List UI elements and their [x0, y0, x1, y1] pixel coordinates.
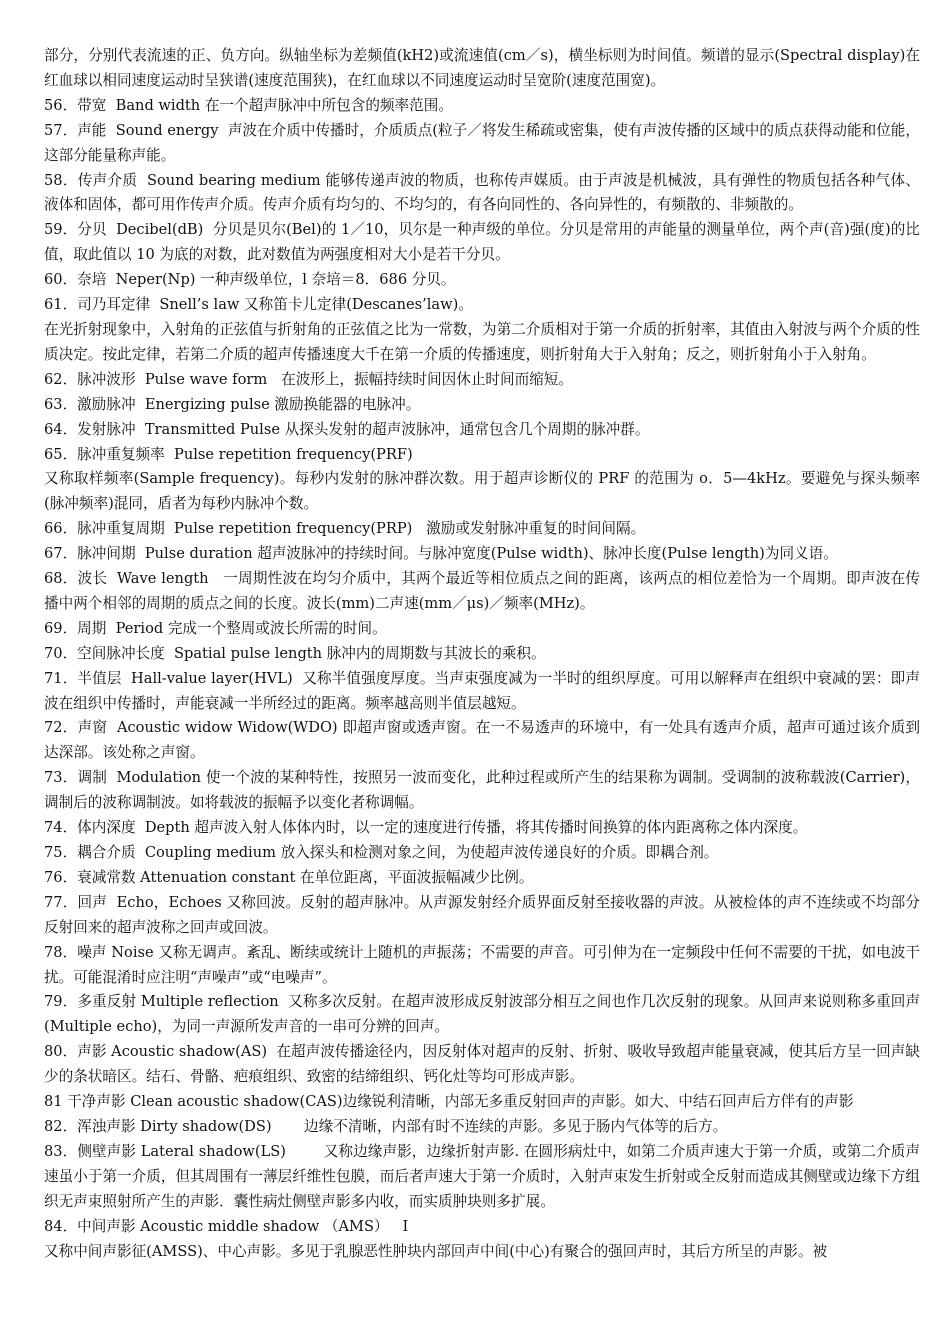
paragraph: 61．司乃耳定律 Snell’s law 又称笛卡儿定律(Descanes’law)。 — [44, 296, 473, 314]
document-body — [44, 44, 920, 1264]
paragraph: 67．脉冲间期 Pulse duration 超声波脉冲的持续时间。与脉冲宽度(Pulse width)、脉冲长度(Pulse length)为同义语。 — [44, 545, 838, 563]
paragraph: 74．体内深度 Depth 超声波入射人体体内时，以一定的速度进行传播，将其传播时间换算的体内距离称之体内深度。 — [44, 819, 808, 837]
paragraph: 83．侧壁声影 Lateral shadow(LS) 又称边缘声影，边缘折射声影. 在圆形病灶中，如第二介质声速大于第一介质，或第二介质声速虽小于第一介质，但其周围有一薄层纤维性包膜，而后者声速大于第一介质时，入射声束发生折射或全反射而造成其侧壁或边缘下方组织无声束照射所产生的声影．囊性病灶侧壁声影多内收，而实质肿块则多扩展。 — [44, 1142, 920, 1210]
paragraph: 60．奈培 Neper(Np) 一种声级单位，l 奈培＝8．686 分贝。 — [44, 271, 456, 289]
paragraph: 65．脉冲重复频率 Pulse repetition frequency(PRF) — [44, 445, 413, 463]
paragraph: 部分，分别代表流速的正、负方向。纵轴坐标为差频值(kH2)或流速值(cm／s)，横坐标则为时间值。频谱的显示(Spectral display)在红血球以相同速度运动时呈狭谱(速度范围狭)，在红血球以不同速度运动时呈宽阶(速度范围宽)。 — [44, 47, 920, 89]
paragraph: 73．调制 Modulation 使一个波的某种特性，按照另一波而变化，此种过程或所产生的结果称为调制。受调制的波称载波(Carrier)，调制后的波称调制波。如将载波的振幅予以变化者称调幅。 — [44, 769, 920, 812]
paragraph: 78．噪声 Noise 又称无调声。紊乱、断续或统计上随机的声振荡；不需要的声音。可引伸为在一定频段中任何不需要的干扰，如电波干扰。可能混淆时应注明“声噪声”或“电噪声”。 — [44, 943, 920, 986]
paragraph: 77．回声 Echo，Echoes 又称回波。反射的超声脉冲。从声源发射经介质界面反射至接收器的声波。从被检体的声不连续或不均部分反射回来的超声波称之回声或回波。 — [44, 893, 920, 936]
paragraph: 76．衰减常数 Attenuation constant 在单位距离，平面波振幅减少比例。 — [44, 868, 534, 886]
paragraph: 81 干净声影 Clean acoustic shadow(CAS)边缘锐利清晰，内部无多重反射回声的声影。如大、中结石回声后方伴有的声影 — [44, 1093, 854, 1111]
paragraph: 68．波长 Wave length 一周期性波在均匀介质中，其两个最近等相位质点之间的距离，该两点的相位差恰为一个周期。即声波在传播中两个相邻的周期的质点之间的长度。波长(mm)二声速(mm／μs)／频率(MHz)。 — [44, 570, 920, 612]
paragraph: 64．发射脉冲 Transmitted Pulse 从探头发射的超声波脉冲，通常包含几个周期的脉冲群。 — [44, 420, 650, 438]
paragraph: 62．脉冲波形 Pulse wave form 在波形上，振幅持续时间因休止时间而缩短。 — [44, 370, 573, 388]
paragraph: 79．多重反射 Multiple reflection 又称多次反射。在超声波形成反射波部分相互之间也作几次反射的现象。从回声来说则称多重回声(Multiple echo)，为同一声源所发声音的一串可分辨的回声。 — [44, 993, 920, 1036]
paragraph: 又称取样频率(Sample frequency)。每秒内发射的脉冲群次数。用于超声诊断仪的 PRF 的范围为 o．5—4kHz。要避免与探头频率(脉冲频率)混同，盾者为每秒内脉冲个数。 — [44, 470, 920, 513]
paragraph: 69．周期 Period 完成一个整周或波长所需的时间。 — [44, 619, 387, 637]
paragraph: 在光折射现象中，入射角的正弦值与折射角的正弦值之比为一常数，为第二介质相对于第一介质的折射率，其值由入射波与两个介质的性质决定。按此定律，若第二介质的超声传播速度大千在第一介质的传播速度，则折射角大于入射角；反之，则折射角小于入射角。 — [44, 320, 920, 363]
paragraph: 72．声窗 Acoustic widow Widow(WDO) 即超声窗或透声窗。在一不易透声的环境中，有一处具有透声介质，超声可通过该介质到达深部。该处称之声窗。 — [44, 719, 920, 762]
paragraph: 66．脉冲重复周期 Pulse repetition frequency(PRP) 激励或发射脉冲重复的时间间隔。 — [44, 520, 646, 538]
paragraph: 57．声能 Sound energy 声波在介质中传播时，介质质点(粒子／将发生稀疏或密集，使有声波传播的区域中的质点获得动能和位能，这部分能量称声能。 — [44, 121, 920, 164]
paragraph: 58．传声介质 Sound bearing medium 能够传递声波的物质，也称传声媒质。由于声波是机械波，具有弹性的物质包括各种气体、液体和固体，都可用作传声介质。传声介质有均匀的、不均匀的，有各向同性的、各向异性的，有频散的、非频散的。 — [44, 171, 920, 214]
paragraph: 82．浑浊声影 Dirty shadow(DS) 边缘不清晰，内部有时不连续的声影。多见于肠内气体等的后方。 — [44, 1117, 728, 1135]
paragraph: 71．半值层 Hall-value layer(HVL) 又称半值强度厚度。当声束强度减为一半时的组织厚度。可用以解释声在组织中衰减的罢：即声波在组织中传播时，声能衰减一半所经过的距离。频率越高则半值层越短。 — [44, 669, 920, 712]
paragraph: 80．声影 Acoustic shadow(AS) 在超声波传播途径内，因反射体对超声的反射、折射、吸收导致超声能量衰减，使其后方呈一回声缺少的条状暗区。结石、骨骼、疤痕组织、致密的结缔组织、钙化灶等均可形成声影。 — [44, 1043, 920, 1086]
paragraph: 84．中间声影 Acoustic middle shadow （AMS） I — [44, 1217, 409, 1235]
paragraph: 63．激励脉冲 Energizing pulse 激励换能器的电脉冲。 — [44, 395, 421, 413]
paragraph: 70．空间脉冲长度 Spatial pulse length 脉冲内的周期数与其波长的乘积。 — [44, 644, 546, 662]
paragraph: 56．带宽 Band width 在一个超声脉冲中所包含的频率范围。 — [44, 96, 453, 114]
paragraph: 75．耦合介质 Coupling medium 放入探头和检测对象之间，为使超声波传递良好的介质。即耦合剂。 — [44, 844, 719, 861]
paragraph: 59．分贝 Decibel(dB) 分贝是贝尔(Bel)的 1／10，贝尔是一种声级的单位。分贝是常用的声能量的测量单位，两个声(音)强(度)的比值，取此值以 10 为底的对数，此对数值为两强度相对大小是若干分贝。 — [44, 221, 920, 264]
paragraph: 又称中间声影征(AMSS)、中心声影。多见于乳腺恶性肿块内部回声中间(中心)有聚合的强回声时，其后方所呈的声影。被 — [44, 1242, 828, 1260]
